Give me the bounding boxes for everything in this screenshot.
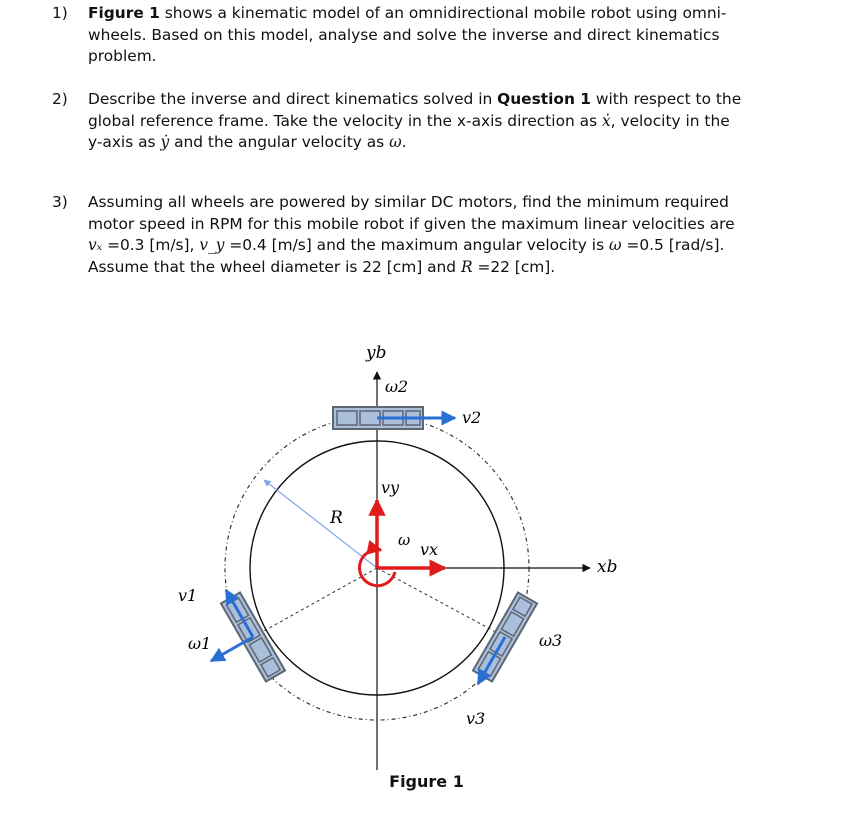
label-v3: v3 xyxy=(466,709,486,728)
figure-caption: Figure 1 xyxy=(389,772,464,791)
label-yb: yb xyxy=(366,343,387,363)
label-omega3: ω3 xyxy=(539,631,563,650)
x-dot-symbol: ẋ xyxy=(601,111,611,130)
label-omega2: ω2 xyxy=(385,377,409,396)
spoke-wheel-3 xyxy=(377,568,505,637)
label-v1: v1 xyxy=(178,586,198,605)
question-1: 1) Figure 1 shows a kinematic model of an omnidirectional mobile robot using omni- wheels. Based on this model, analyse and solve the inverse and direct kinematics problem. xyxy=(52,4,727,65)
question-reference: Question 1 xyxy=(497,90,592,108)
figure-reference: Figure 1 xyxy=(88,4,160,22)
label-v2: v2 xyxy=(462,408,482,427)
label-omega1: ω1 xyxy=(188,634,212,653)
label-omega: ω xyxy=(398,531,411,549)
vx-symbol: vₓ xyxy=(88,236,103,254)
y-dot-symbol: ẏ xyxy=(160,133,170,151)
omega-symbol: ω xyxy=(608,236,622,254)
question-number: 3) xyxy=(52,193,68,211)
question-number: 1) xyxy=(52,4,68,22)
label-vy: vy xyxy=(381,478,400,497)
label-xb: xb xyxy=(597,557,618,577)
robot-kinematic-diagram xyxy=(0,300,853,770)
vy-symbol: v_y xyxy=(199,236,225,254)
omega-symbol: ω xyxy=(389,133,402,151)
radius-line xyxy=(264,480,377,568)
question-number: 2) xyxy=(52,90,68,108)
label-vx: vx xyxy=(420,540,439,559)
r-symbol: R xyxy=(460,257,473,276)
question-2: 2) Describe the inverse and direct kinematics solved in Question 1 with respect to the global reference frame. Take the velocity in the x-axis direction as ẋ, velocity in the y-axis as ẏ and the angular velocity as ω. xyxy=(52,90,742,151)
question-3: 3) Assuming all wheels are powered by similar DC motors, find the minimum required motor speed in RPM for this mobile robot if given the maximum linear velocities are vₓ =0.3 [m/s], v_y =0.4 [m/s] and the maximum angular velocity is ω =0.5 [rad/s]. Assume that the wheel diameter is 22 [cm] and R =22 [cm]. xyxy=(52,193,735,276)
spoke-wheel-1 xyxy=(253,568,377,637)
label-R: R xyxy=(330,508,343,528)
